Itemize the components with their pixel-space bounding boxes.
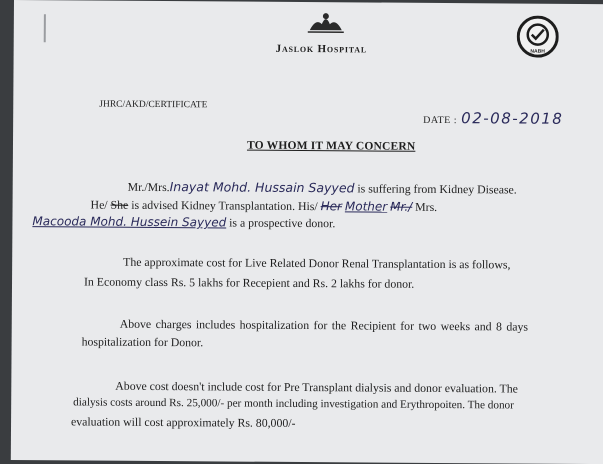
reference-number: JHRC/AKD/CERTIFICATE (99, 99, 208, 111)
para2-line1: The approximate cost for Live Related Donor Renal Transplantation is as follows, (123, 254, 511, 272)
date-label: DATE : (423, 114, 458, 127)
hospital-name: Jaslok Hospital (275, 42, 368, 56)
date-value: 02-08-2018 (461, 109, 564, 128)
hospital-logo-icon (306, 10, 346, 34)
para1-line3: Macooda Mohd. Hussein Sayyed is a prospective donor. (32, 214, 336, 231)
patient-name: Inayat Mohd. Hussain Sayyed (169, 179, 355, 196)
para1-line1: Mr./Mrs.Inayat Mohd. Hussain Sayyed is suffering from Kidney Disease. (127, 179, 517, 197)
margin-mark (44, 14, 46, 42)
letter-heading: TO WHOM IT MAY CONCERN (246, 139, 416, 153)
donor-name: Macooda Mohd. Hussein Sayyed (32, 214, 227, 230)
accreditation-seal-icon (517, 16, 559, 58)
seal-text: NABH (530, 48, 545, 55)
para3-line2: hospitalization for Donor. (81, 334, 204, 350)
letter-page (11, 0, 603, 464)
para4-line1: Above cost doesn't include cost for Pre Transplant dialysis and donor evaluation. The (115, 378, 518, 396)
para4-line2: dialysis costs around Rs. 25,000/- per month including investigation and Erythropoiten. The donor (73, 396, 514, 412)
para4-line3: evaluation will cost approximately Rs. 80,000/- (71, 414, 296, 430)
para2-line2: In Economy class Rs. 5 lakhs for Recepient and Rs. 2 lakhs for donor. (83, 274, 415, 291)
para3-line1: Above charges includes hospitalization for the Recipient for two weeks and 8 days (119, 316, 529, 334)
para1-line2: He/ She is advised Kidney Transplantation. His/ Her Mother Mr./ Mrs. (90, 197, 438, 214)
